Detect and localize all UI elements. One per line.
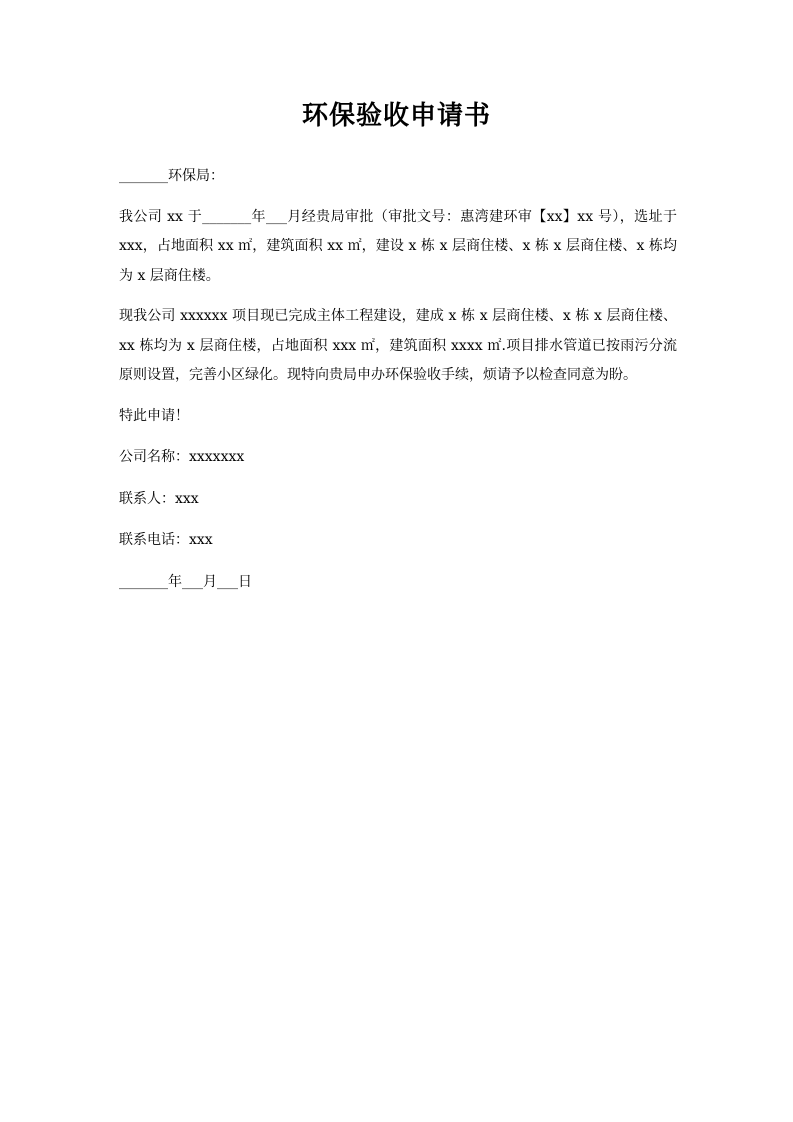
closing-line: 特此申请！	[119, 407, 189, 424]
document-title: 环保验收申请书	[301, 101, 491, 131]
date-line: _______年___月___日	[119, 573, 252, 590]
document-body	[119, 162, 677, 597]
company-name-line: 公司名称：xxxxxxx	[119, 449, 245, 465]
addressee-line: _______环保局：	[119, 168, 224, 184]
paragraph-completion: 现我公司 xxxxxx 项目现已完成主体工程建设，建成 x 栋 x 层商住楼、x 栋 x 层商住楼、xx 栋均为 x 层商住楼，占地面积 xxx ㎡，建筑面积 xxxx ㎡.项目排水管道已按雨污分流原则设置，完善小区绿化。现特向贵局申办环保验收手续，烦请予以检查同意为盼。	[119, 308, 677, 383]
contact-phone-line: 联系电话：xxx	[119, 532, 213, 548]
contact-person-line: 联系人：xxx	[119, 490, 199, 507]
paragraph-approval: 我公司 xx 于_______年___月经贵局审批（审批文号：惠湾建环审【xx】xx 号），选址于 xxx，占地面积 xx ㎡，建筑面积 xx ㎡，建设 x 栋 x 层商住楼、x 栋 x 层商住楼、x 栋均为 x 层商住楼。	[119, 208, 677, 284]
